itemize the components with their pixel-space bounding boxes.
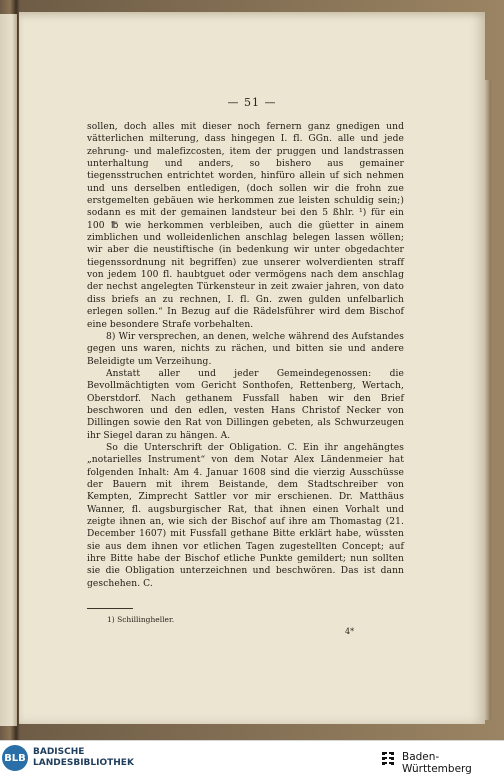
paragraph: sollen, doch alles mit dieser noch fernern ganz gnedigen und vätterlichen milterung, dass hingegen I. fl. GGn. alle und jede zehrung- und malefizcosten, item der pruggen und landstrassen unterhaltung und anders, so bishero aus gemainer tiegensstruchen entrichtet worden, hinfüro allein uf sich nehmen und uns derselben entledigen, (doch sollen wir die frohn zue erstgemelten gebäuen wie herkommen zue leisten schuldig sein;) sodann es mit der gemainen landsteur bei den 5 ßhlr. ¹) für ein 100 ℔ wie herkommen verbleiben, auch die güetter in ainem zimblichen und wolleidenlichen anschlag belegen lassen wöllen; wir aber die neustiftische (in bedenkung wir unter obgedachter tiegenssordnung nit begriffen) zue unserer wolverdienten straff von jedem 100 fl. haubtguet oder vermögens nach dem anschlag der nechst angelegten Türkensteur in zeit zwaier jahren, von dato diss briefs an zu rechnen, I. fl. Gn. zwen gulden unfelbarlich erlegen sollen.“ In Bezug auf die Rädelsführer wird dem Bischof eine besondere Strafe vorbehalten. <box>87 122 404 330</box>
blb-name[interactable] <box>33 747 134 769</box>
signature-mark: 4* <box>345 627 355 636</box>
paragraph: 8) Wir versprechen, an denen, welche während des Aufstandes gegen uns waren, nichts zu rächen, und bitten sie und andere Beleidigte um Verzeihung. <box>87 331 404 367</box>
footer-bar <box>0 740 504 775</box>
baden-wuerttemberg-lions-icon[interactable] <box>378 749 398 769</box>
book-page <box>19 12 485 724</box>
paragraph: So die Unterschrift der Obligation. C. Ein ihr angehängtes „notarielles Instrument“ von dem Notar Alex Ländenmeier hat folgenden Inhalt: Am 4. Januar 1608 sind die vierzig Ausschüsse der Bauern mit ihrem Beistande, dem Stadtschreiber von Kempten, Zimprecht Sattler vor mir erschienen. Dr. Matthäus Wanner, fl. augsburgischer Rat, that ihnen einen Vorhalt und zeigte ihnen an, wie sich der Bischof auf ihre am Thomastag (21. December 1607) mit Fussfall gethane Bitte erklärt habe, wüssten sie aus dem ihnen vor etlichen Tagen zugestellten Concept; auf ihre Bitte habe der Bischof etliche Punkte gemildert; nun sollten sie die Obligation unterzeichnen und beschwören. Das ist dann geschehen. C. <box>87 442 404 589</box>
blb-name-line1: BADISCHE <box>33 747 85 757</box>
previous-page-edge <box>0 14 17 726</box>
page-number: — 51 — <box>227 96 277 109</box>
blb-logo-icon[interactable]: BLB <box>2 745 28 771</box>
baden-wuerttemberg-name[interactable]: Baden-Württemberg <box>402 751 472 775</box>
footnote-divider <box>87 608 133 609</box>
page-body <box>87 121 404 590</box>
blb-name-line2: LANDESBIBLIOTHEK <box>33 758 134 768</box>
footnote: 1) Schillingheller. <box>107 615 175 624</box>
paragraph: Anstatt aller und jeder Gemeindegenossen: die Bevollmächtigten vom Gericht Sonthofen, Rettenberg, Wertach, Oberstdorf. Nach gethanem Fussfall haben wir den Brief beschworen und den edlen, vesten Hans Christof Necker von Dillingen sowie den Rat von Dillingen gebeten, als Schwurzeugen ihr Siegel daran zu hängen. A. <box>87 368 404 441</box>
page-edge-shadow <box>485 80 491 720</box>
